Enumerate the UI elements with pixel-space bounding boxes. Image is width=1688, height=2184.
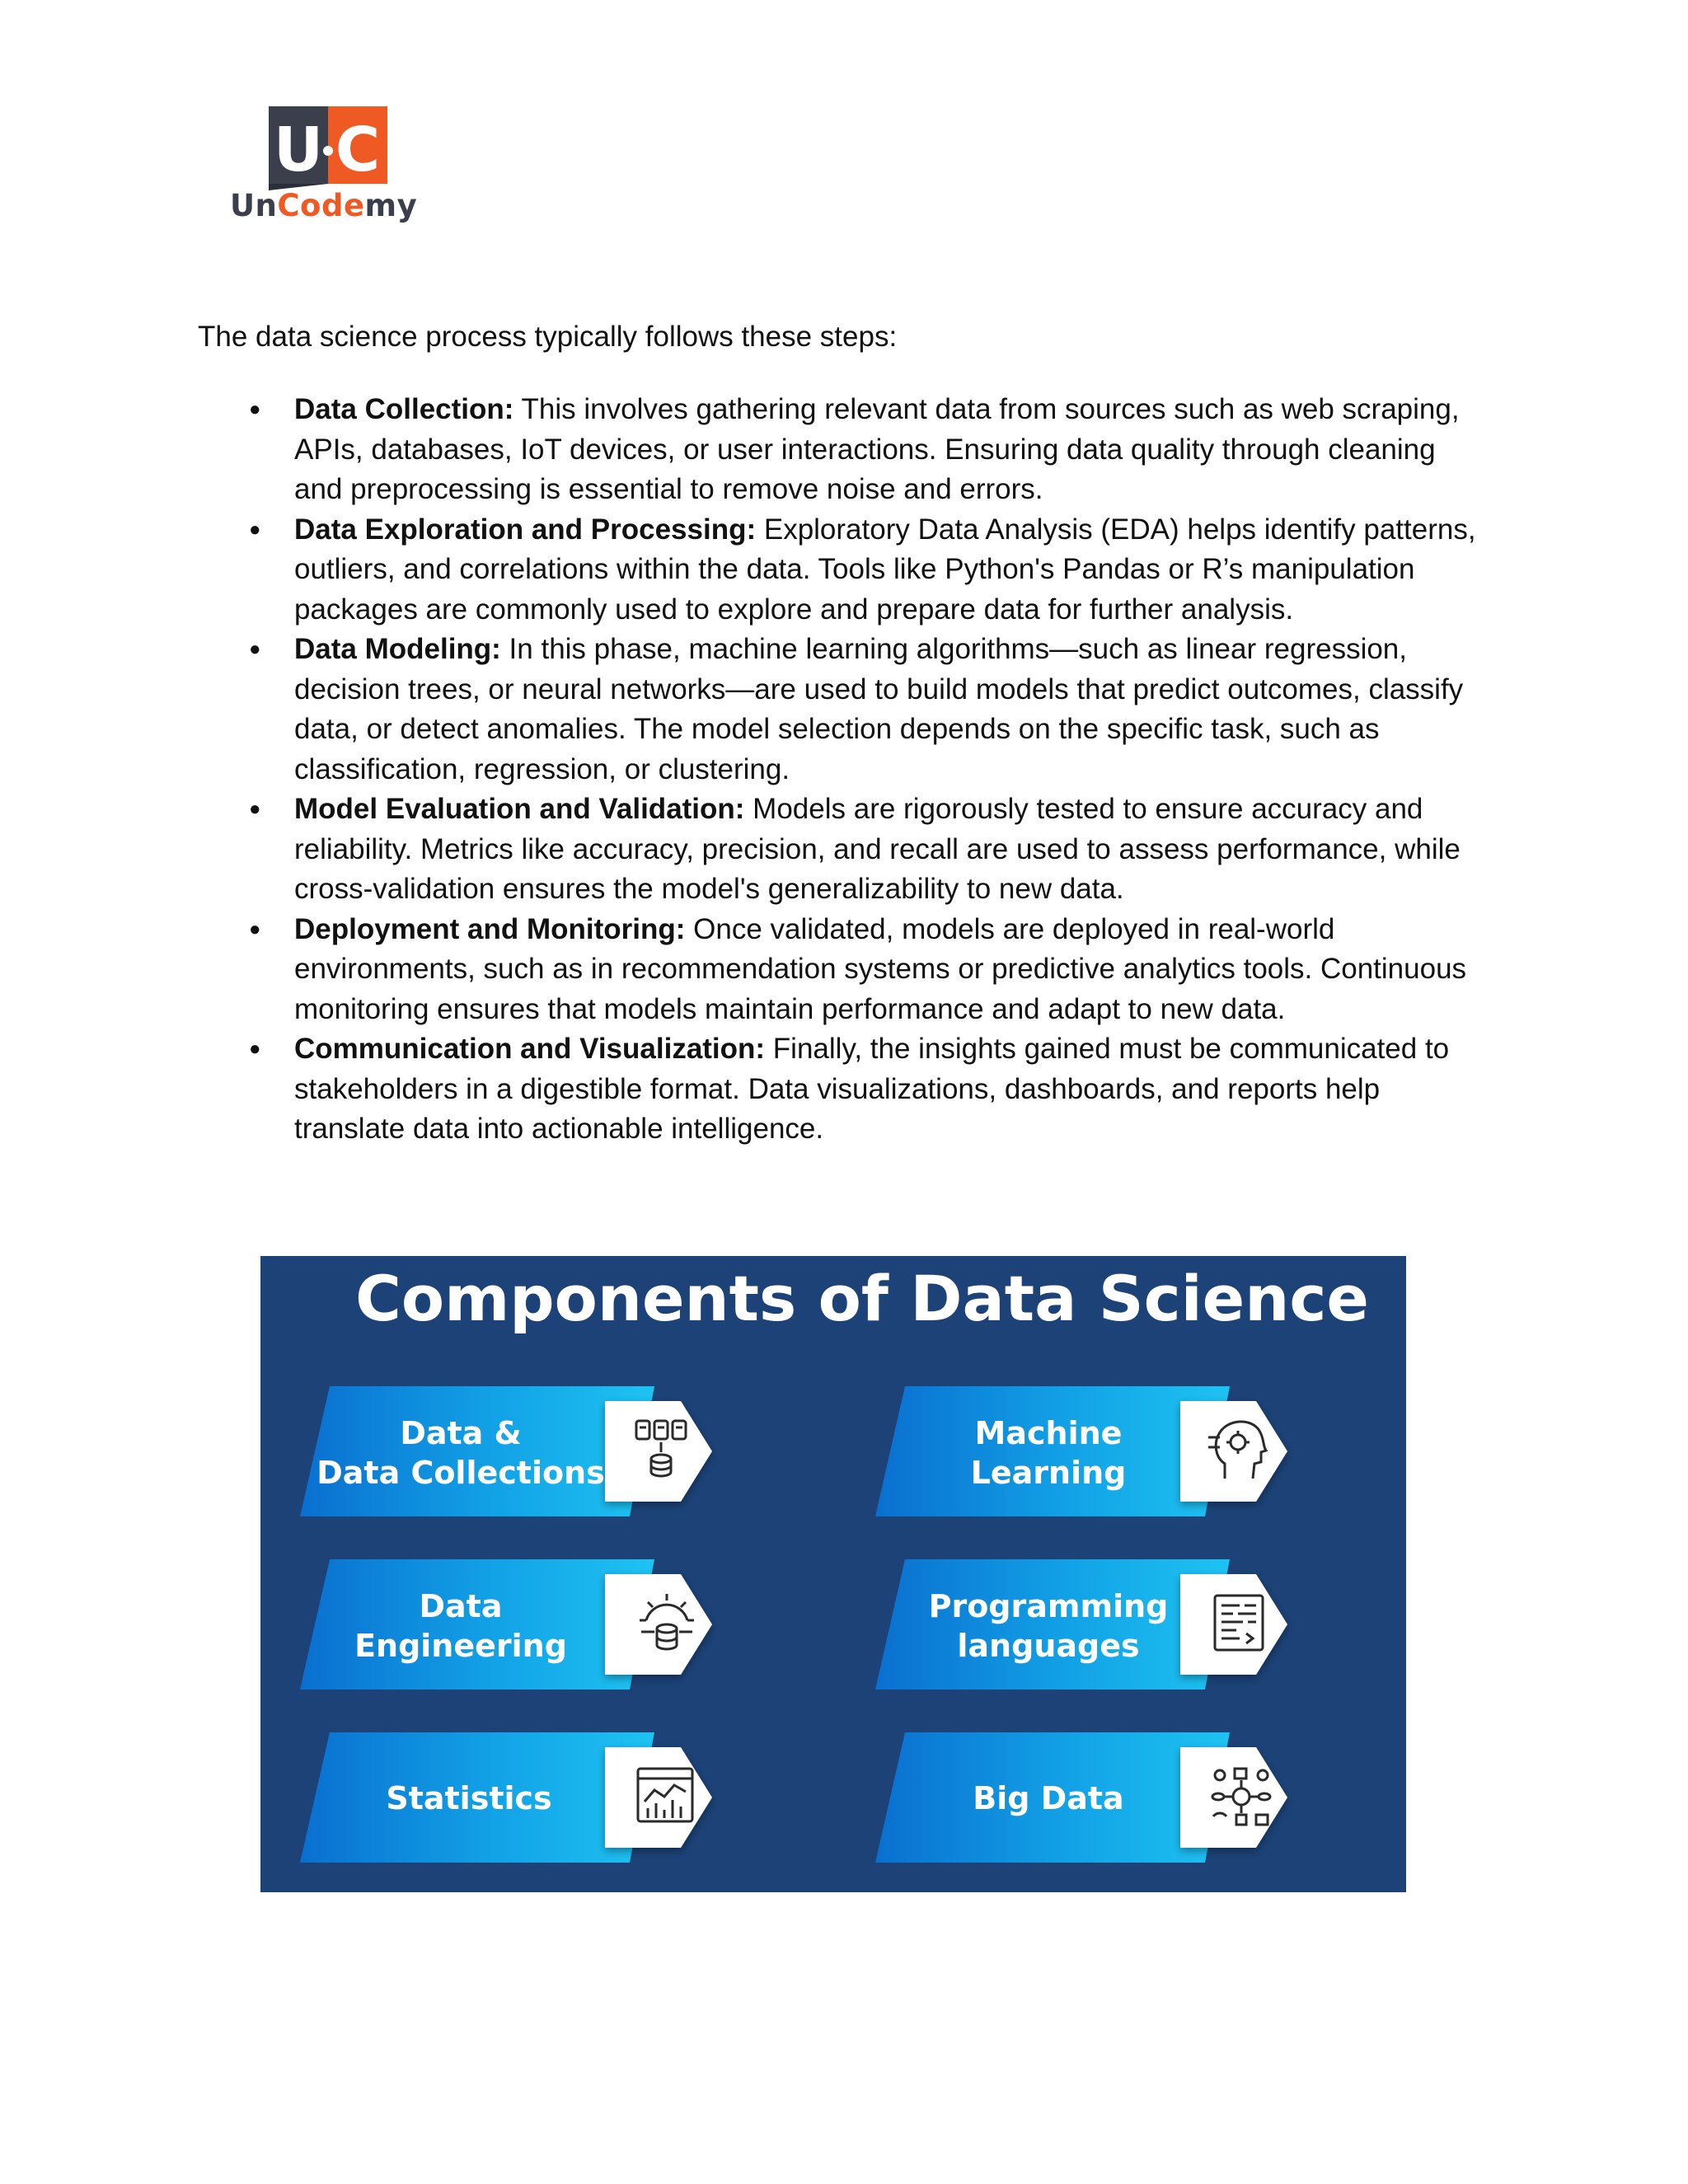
bullet: ● xyxy=(249,917,261,940)
list-item xyxy=(198,910,1484,1030)
wordmark-un: Un xyxy=(230,188,278,223)
list-item xyxy=(198,1029,1484,1150)
card-band xyxy=(300,1559,654,1690)
intro-paragraph: The data science process typically follows these steps: xyxy=(198,321,898,353)
wordmark-code: Code xyxy=(277,188,365,223)
card-label-line1: Big Data xyxy=(973,1780,1124,1816)
component-card xyxy=(875,1732,1287,1863)
step-title: Communication and Visualization: xyxy=(294,1033,766,1065)
infographic-canvas xyxy=(260,1256,1406,1892)
components-infographic xyxy=(260,1256,1406,1892)
bullet: ● xyxy=(249,638,261,660)
list-item xyxy=(198,510,1484,630)
infographic-title: Components of Data Science xyxy=(355,1262,1369,1335)
process-steps-list xyxy=(198,390,1484,1150)
step-text: Once validated, models are deployed in real-world environments, such as in recommendation systems or predictive analytics tools. Continuous monitoring ensures that models maintain performance and adapt to new data. xyxy=(294,912,1467,1025)
bullet: ● xyxy=(249,1038,261,1060)
step-text: In this phase, machine learning algorithms—such as linear regression, decision trees, or neural networks—are used to build models that predict outcomes, classify data, or detect anomalies. The model selection depends on the specific task, such as classification, regression, or clustering. xyxy=(294,633,1464,785)
step-title: Deployment and Monitoring: xyxy=(294,912,686,945)
card-label-line2: Data Collections xyxy=(316,1455,605,1491)
bullet: ● xyxy=(249,518,261,541)
bullet: ● xyxy=(249,798,261,820)
step-text: Models are rigorously tested to ensure accuracy and reliability. Metrics like accuracy, precision, and recall are used to assess performance, while cross-validation ensures the model's generalizability to new data. xyxy=(294,793,1461,905)
card-label-line1: Statistics xyxy=(386,1780,552,1816)
step-text: Finally, the insights gained must be communicated to stakeholders in a digestible format. Data visualizations, dashboards, and reports help translate data into actionable intelligence. xyxy=(294,1033,1450,1145)
component-card xyxy=(875,1386,1287,1516)
component-card xyxy=(300,1386,712,1516)
logo-wordmark xyxy=(230,188,417,223)
card-band xyxy=(875,1559,1230,1690)
list-item xyxy=(198,630,1484,790)
card-band xyxy=(300,1386,654,1516)
wordmark-my: my xyxy=(364,188,418,223)
card-label-line1: Data & xyxy=(400,1415,522,1451)
component-card xyxy=(300,1732,712,1863)
list-item xyxy=(198,390,1484,510)
card-label-line2: Engineering xyxy=(354,1628,567,1664)
card-label-line1: Programming xyxy=(928,1588,1169,1624)
step-title: Data Collection: xyxy=(294,393,514,425)
card-label-line1: Machine xyxy=(974,1415,1123,1451)
component-card xyxy=(875,1559,1287,1690)
bullet: ● xyxy=(249,398,261,420)
card-label-line2: Learning xyxy=(970,1455,1127,1491)
card-label-line2: languages xyxy=(957,1628,1140,1664)
card-band xyxy=(875,1386,1230,1516)
card-label-line1: Data xyxy=(419,1588,503,1624)
step-title: Model Evaluation and Validation: xyxy=(294,793,745,825)
step-text: This involves gathering relevant data from sources such as web scraping, APIs, databases, IoT devices, or user interactions. Ensuring data quality through cleaning and preprocessing is essential to remove noise and errors. xyxy=(294,393,1460,505)
component-card xyxy=(300,1559,712,1690)
logo-dot xyxy=(323,146,333,156)
step-title: Data Modeling: xyxy=(294,633,501,665)
list-item xyxy=(198,790,1484,910)
logo-letter-u: U xyxy=(273,115,324,185)
logo-letter-c: C xyxy=(335,115,381,185)
step-text: Exploratory Data Analysis (EDA) helps identify patterns, outliers, and correlations within the data. Tools like Python's Pandas or R’s manipulation packages are commonly used to explore and prepare data for further analysis. xyxy=(294,513,1476,626)
step-title: Data Exploration and Processing: xyxy=(294,513,757,546)
